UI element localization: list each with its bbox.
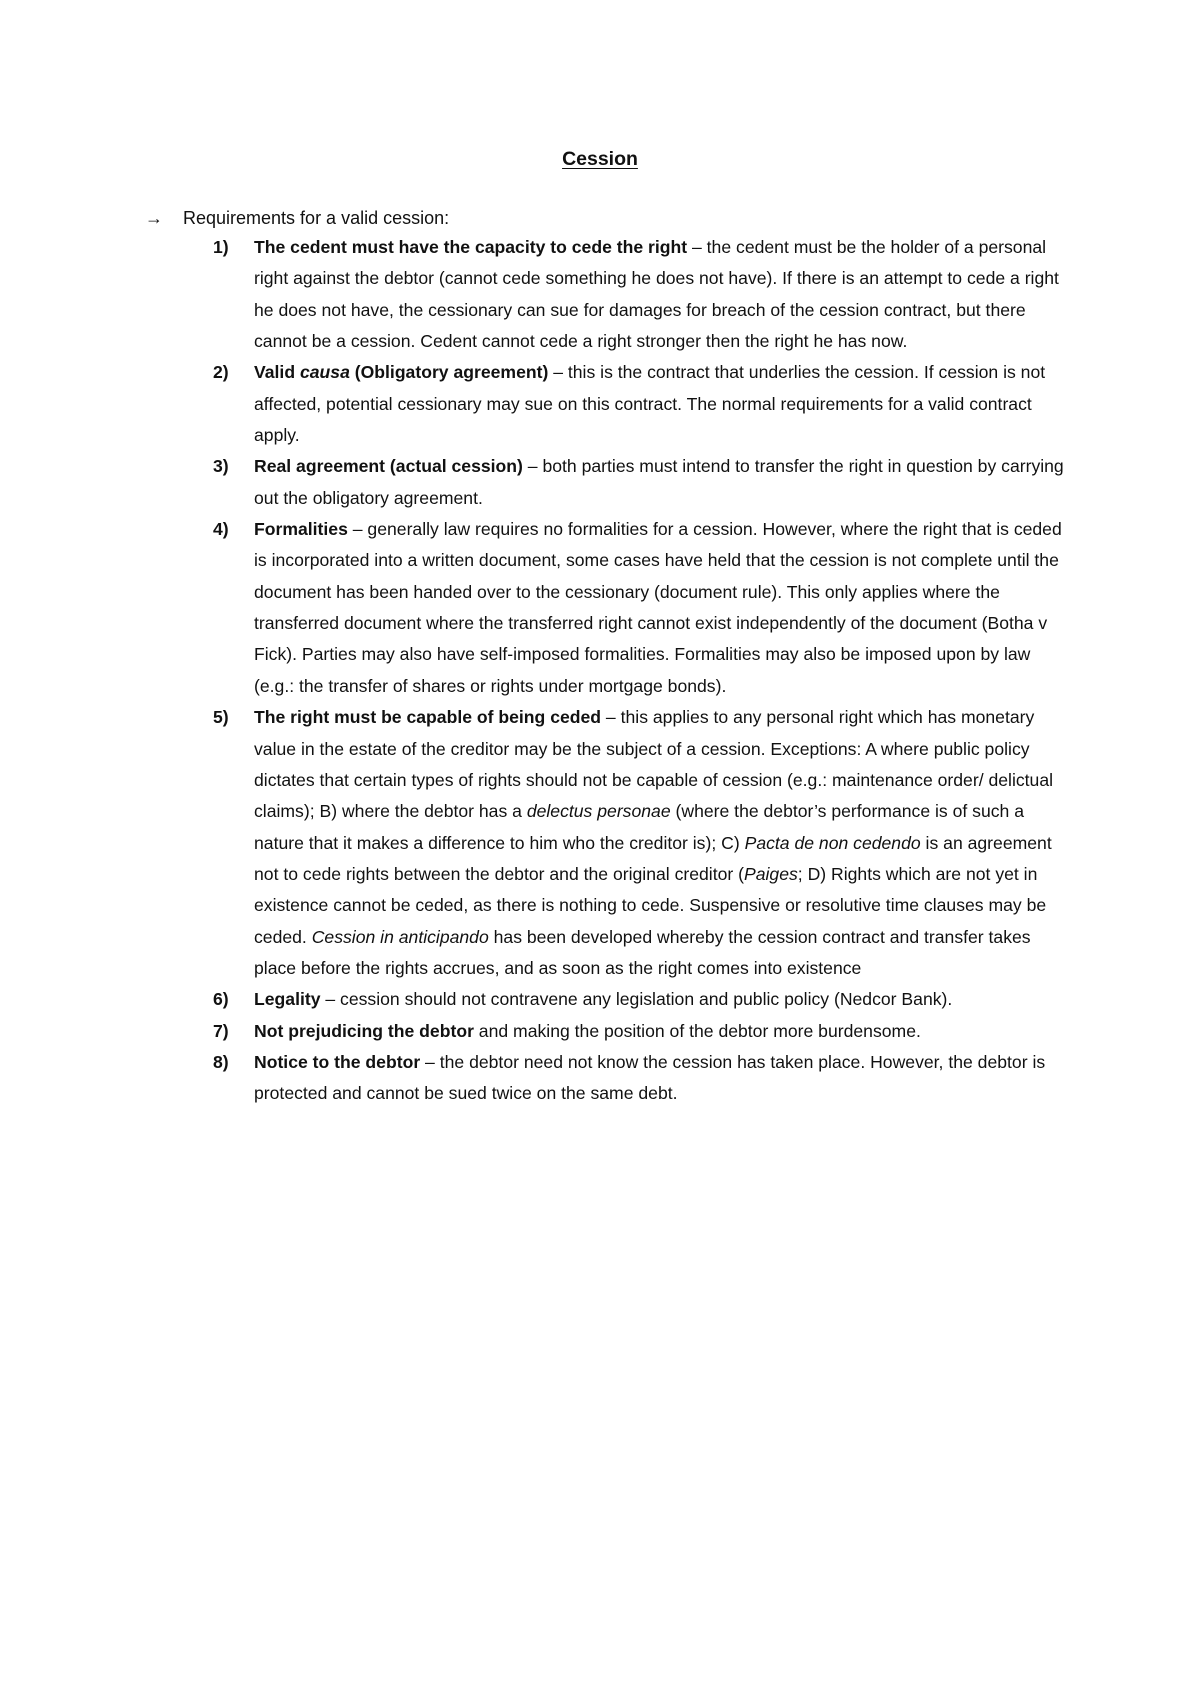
item-heading: Formalities	[254, 519, 348, 540]
item-heading-part: Valid	[254, 362, 300, 383]
list-item	[213, 451, 1073, 514]
item-heading: Not prejudicing the debtor	[254, 1020, 474, 1041]
list-item	[213, 232, 1073, 357]
list-item	[213, 984, 1073, 1015]
item-italic-term: Pacta de non cedendo	[744, 832, 921, 853]
item-heading-italic: causa	[299, 362, 350, 383]
item-heading: Real agreement (actual cession)	[254, 456, 523, 477]
intro-text: Requirements for a valid cession:	[183, 208, 450, 228]
requirements-list	[213, 232, 1073, 1110]
item-heading: Legality	[254, 989, 321, 1010]
item-text: has been developed whereby the cession contract and transfer takes place before the rights accrues, and as soon as the right comes into existence	[254, 926, 1031, 978]
list-item	[213, 1016, 1073, 1047]
item-text: – both parties must intend to transfer the right in question by carrying out the obligatory agreement.	[254, 456, 1064, 508]
item-heading: Notice to the debtor	[254, 1051, 421, 1072]
item-heading-part: (Obligatory agreement)	[349, 362, 549, 383]
item-text: – generally law requires no formalities for a cession. However, where the right that is ceded is incorporated into a written document, some cases have held that the cession is not complete until the document has been handed over to the cessionary (document rule). This only applies where the transferred document where the transferred right cannot exist independently of the document (Botha v Fick). Parties may also have self-imposed formalities. Formalities may also be imposed upon by law (e.g.: the transfer of shares or rights under mortgage bonds).	[254, 519, 1062, 696]
item-italic-term: delectus personae	[526, 801, 671, 822]
item-text: – the debtor need not know the cession has taken place. However, the debtor is protected and cannot be sued twice on the same debt.	[254, 1051, 1046, 1104]
item-text: – the cedent must be the holder of a personal right against the debtor (cannot cede something he does not have). If there is an attempt to cede a right he does not have, the cessionary can sue for damages for breach of the cession contract, but there cannot be a cession. Cedent cannot cede a right stronger then the right he has now.	[254, 237, 1059, 352]
arrow-icon: →	[145, 208, 163, 228]
item-text: – cession should not contravene any legislation and public policy (Nedcor Bank).	[320, 989, 953, 1010]
item-number: 5)	[213, 707, 229, 728]
item-text: – this applies to any personal right which has monetary value in the estate of the creditor may be the subject of a cession. Exceptions: A where public policy dictates that certain types of rights should not be capable of cession (e.g.: maintenance order/ delictual claims); B) where the debtor has a	[254, 707, 1054, 822]
item-number: 2)	[213, 362, 229, 383]
list-item	[213, 357, 1073, 451]
item-number: 6)	[213, 989, 229, 1010]
item-italic-term: Paiges	[744, 863, 798, 884]
item-text: is an agreement not to cede rights between the debtor and the original creditor (	[254, 832, 1052, 884]
item-number: 1)	[213, 237, 229, 257]
item-number: 3)	[213, 456, 229, 477]
item-text: – this is the contract that underlies the cession. If cession is not affected, potential cessionary may sue on this contract. The normal requirements for a valid contract apply.	[254, 362, 1046, 446]
intro-line	[145, 203, 449, 234]
list-item	[213, 1047, 1073, 1110]
item-heading	[254, 362, 548, 382]
item-heading: The right must be capable of being ceded	[254, 707, 602, 728]
item-number: 8)	[213, 1051, 229, 1072]
item-text: (where the debtor’s performance is of such a nature that it makes a difference to him who the creditor is); C)	[254, 801, 1024, 853]
item-text: and making the position of the debtor more burdensome.	[473, 1020, 921, 1041]
page-title: Cession	[562, 148, 638, 170]
item-number: 4)	[213, 519, 229, 540]
item-heading: The cedent must have the capacity to cede the right	[254, 237, 688, 257]
item-italic-term: Cession in anticipando	[311, 926, 489, 947]
list-item	[213, 702, 1073, 984]
item-text: ; D) Rights which are not yet in existence cannot be ceded, as there is nothing to cede. Suspensive or resolutive time clauses may be ceded.	[254, 863, 1047, 947]
list-item	[213, 514, 1073, 702]
item-number: 7)	[213, 1020, 229, 1041]
